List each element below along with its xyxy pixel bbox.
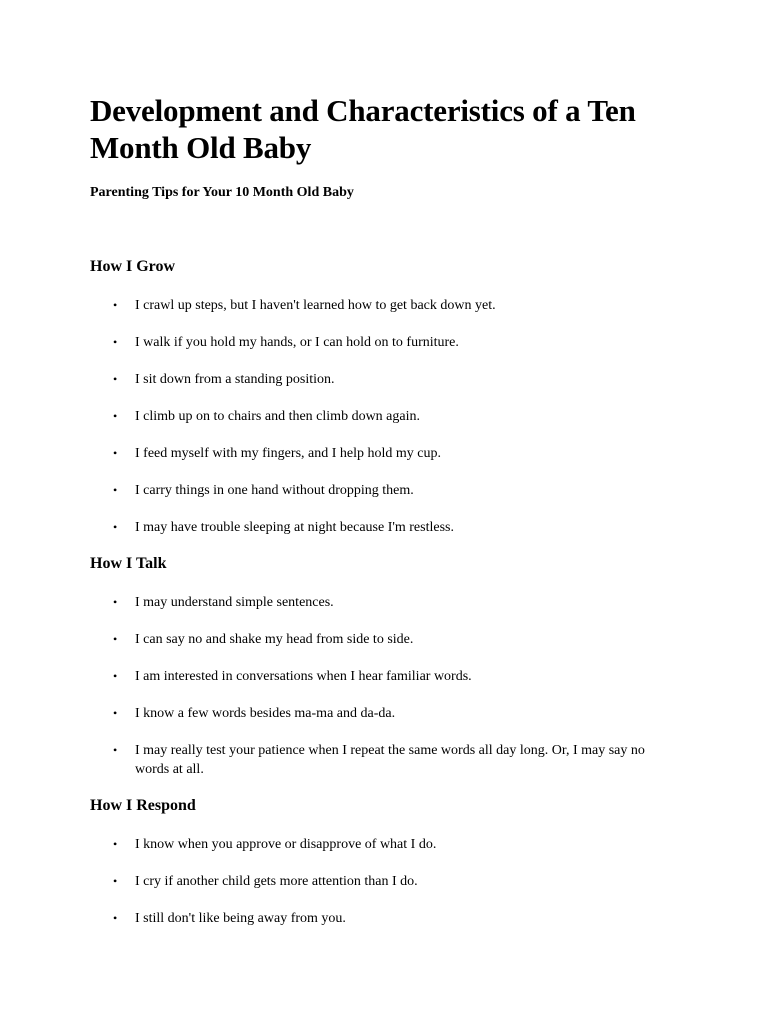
bullet-icon: • — [113, 837, 118, 851]
bullet-icon: • — [113, 446, 118, 460]
bullet-icon: • — [113, 911, 118, 925]
bullet-icon: • — [113, 409, 118, 423]
bullet-icon: • — [113, 874, 118, 888]
bullet-icon: • — [113, 298, 118, 312]
bullet-icon: • — [113, 483, 118, 497]
bullet-icon: • — [113, 706, 118, 720]
list-item — [90, 593, 680, 612]
document-page — [90, 92, 680, 928]
list-item-text: I crawl up steps, but I haven't learned how to get back down yet. — [135, 298, 496, 313]
list-item — [90, 296, 680, 315]
list-item-text: I cry if another child gets more attention than I do. — [135, 874, 418, 889]
list-item-text: I sit down from a standing position. — [135, 372, 335, 387]
list-item-text: I may have trouble sleeping at night because I'm restless. — [135, 520, 454, 535]
list-item — [90, 704, 680, 723]
list-item — [90, 741, 680, 779]
list-item-text: I am interested in conversations when I hear familiar words. — [135, 669, 472, 684]
bullet-icon: • — [113, 520, 118, 534]
list-talk — [90, 593, 680, 779]
list-item — [90, 835, 680, 854]
list-item-text: I still don't like being away from you. — [135, 911, 346, 926]
list-item-text: I know a few words besides ma-ma and da-da. — [135, 706, 396, 721]
list-item — [90, 333, 680, 352]
list-item — [90, 370, 680, 389]
list-item-text: I carry things in one hand without dropping them. — [135, 483, 414, 498]
list-item — [90, 909, 680, 928]
list-item-text: I walk if you hold my hands, or I can hold on to furniture. — [135, 335, 459, 350]
bullet-icon: • — [113, 372, 118, 386]
list-item — [90, 407, 680, 426]
list-item — [90, 518, 680, 537]
list-item-text: I know when you approve or disapprove of what I do. — [135, 837, 437, 852]
bullet-icon: • — [113, 335, 118, 349]
list-respond — [90, 835, 680, 928]
bullet-icon: • — [113, 743, 118, 757]
document-subtitle: Parenting Tips for Your 10 Month Old Baby — [90, 185, 354, 200]
list-item-text: I feed myself with my fingers, and I help hold my cup. — [135, 446, 441, 461]
list-item-text: I climb up on to chairs and then climb down again. — [135, 409, 420, 424]
section-heading-respond: How I Respond — [90, 797, 196, 814]
list-item — [90, 630, 680, 649]
list-item — [90, 872, 680, 891]
list-item-text: I may really test your patience when I repeat the same words all day long. Or, I may say no words at all. — [135, 743, 645, 777]
list-grow — [90, 296, 680, 537]
list-item-text: I can say no and shake my head from side to side. — [135, 632, 414, 647]
list-item — [90, 444, 680, 463]
list-item-text: I may understand simple sentences. — [135, 595, 334, 610]
list-item — [90, 481, 680, 500]
list-item — [90, 667, 680, 686]
section-heading-talk: How I Talk — [90, 555, 167, 572]
bullet-icon: • — [113, 595, 118, 609]
section-heading-grow: How I Grow — [90, 258, 176, 275]
bullet-icon: • — [113, 669, 118, 683]
document-title: Development and Characteristics of a Ten Month Old Baby — [90, 93, 636, 165]
bullet-icon: • — [113, 632, 118, 646]
